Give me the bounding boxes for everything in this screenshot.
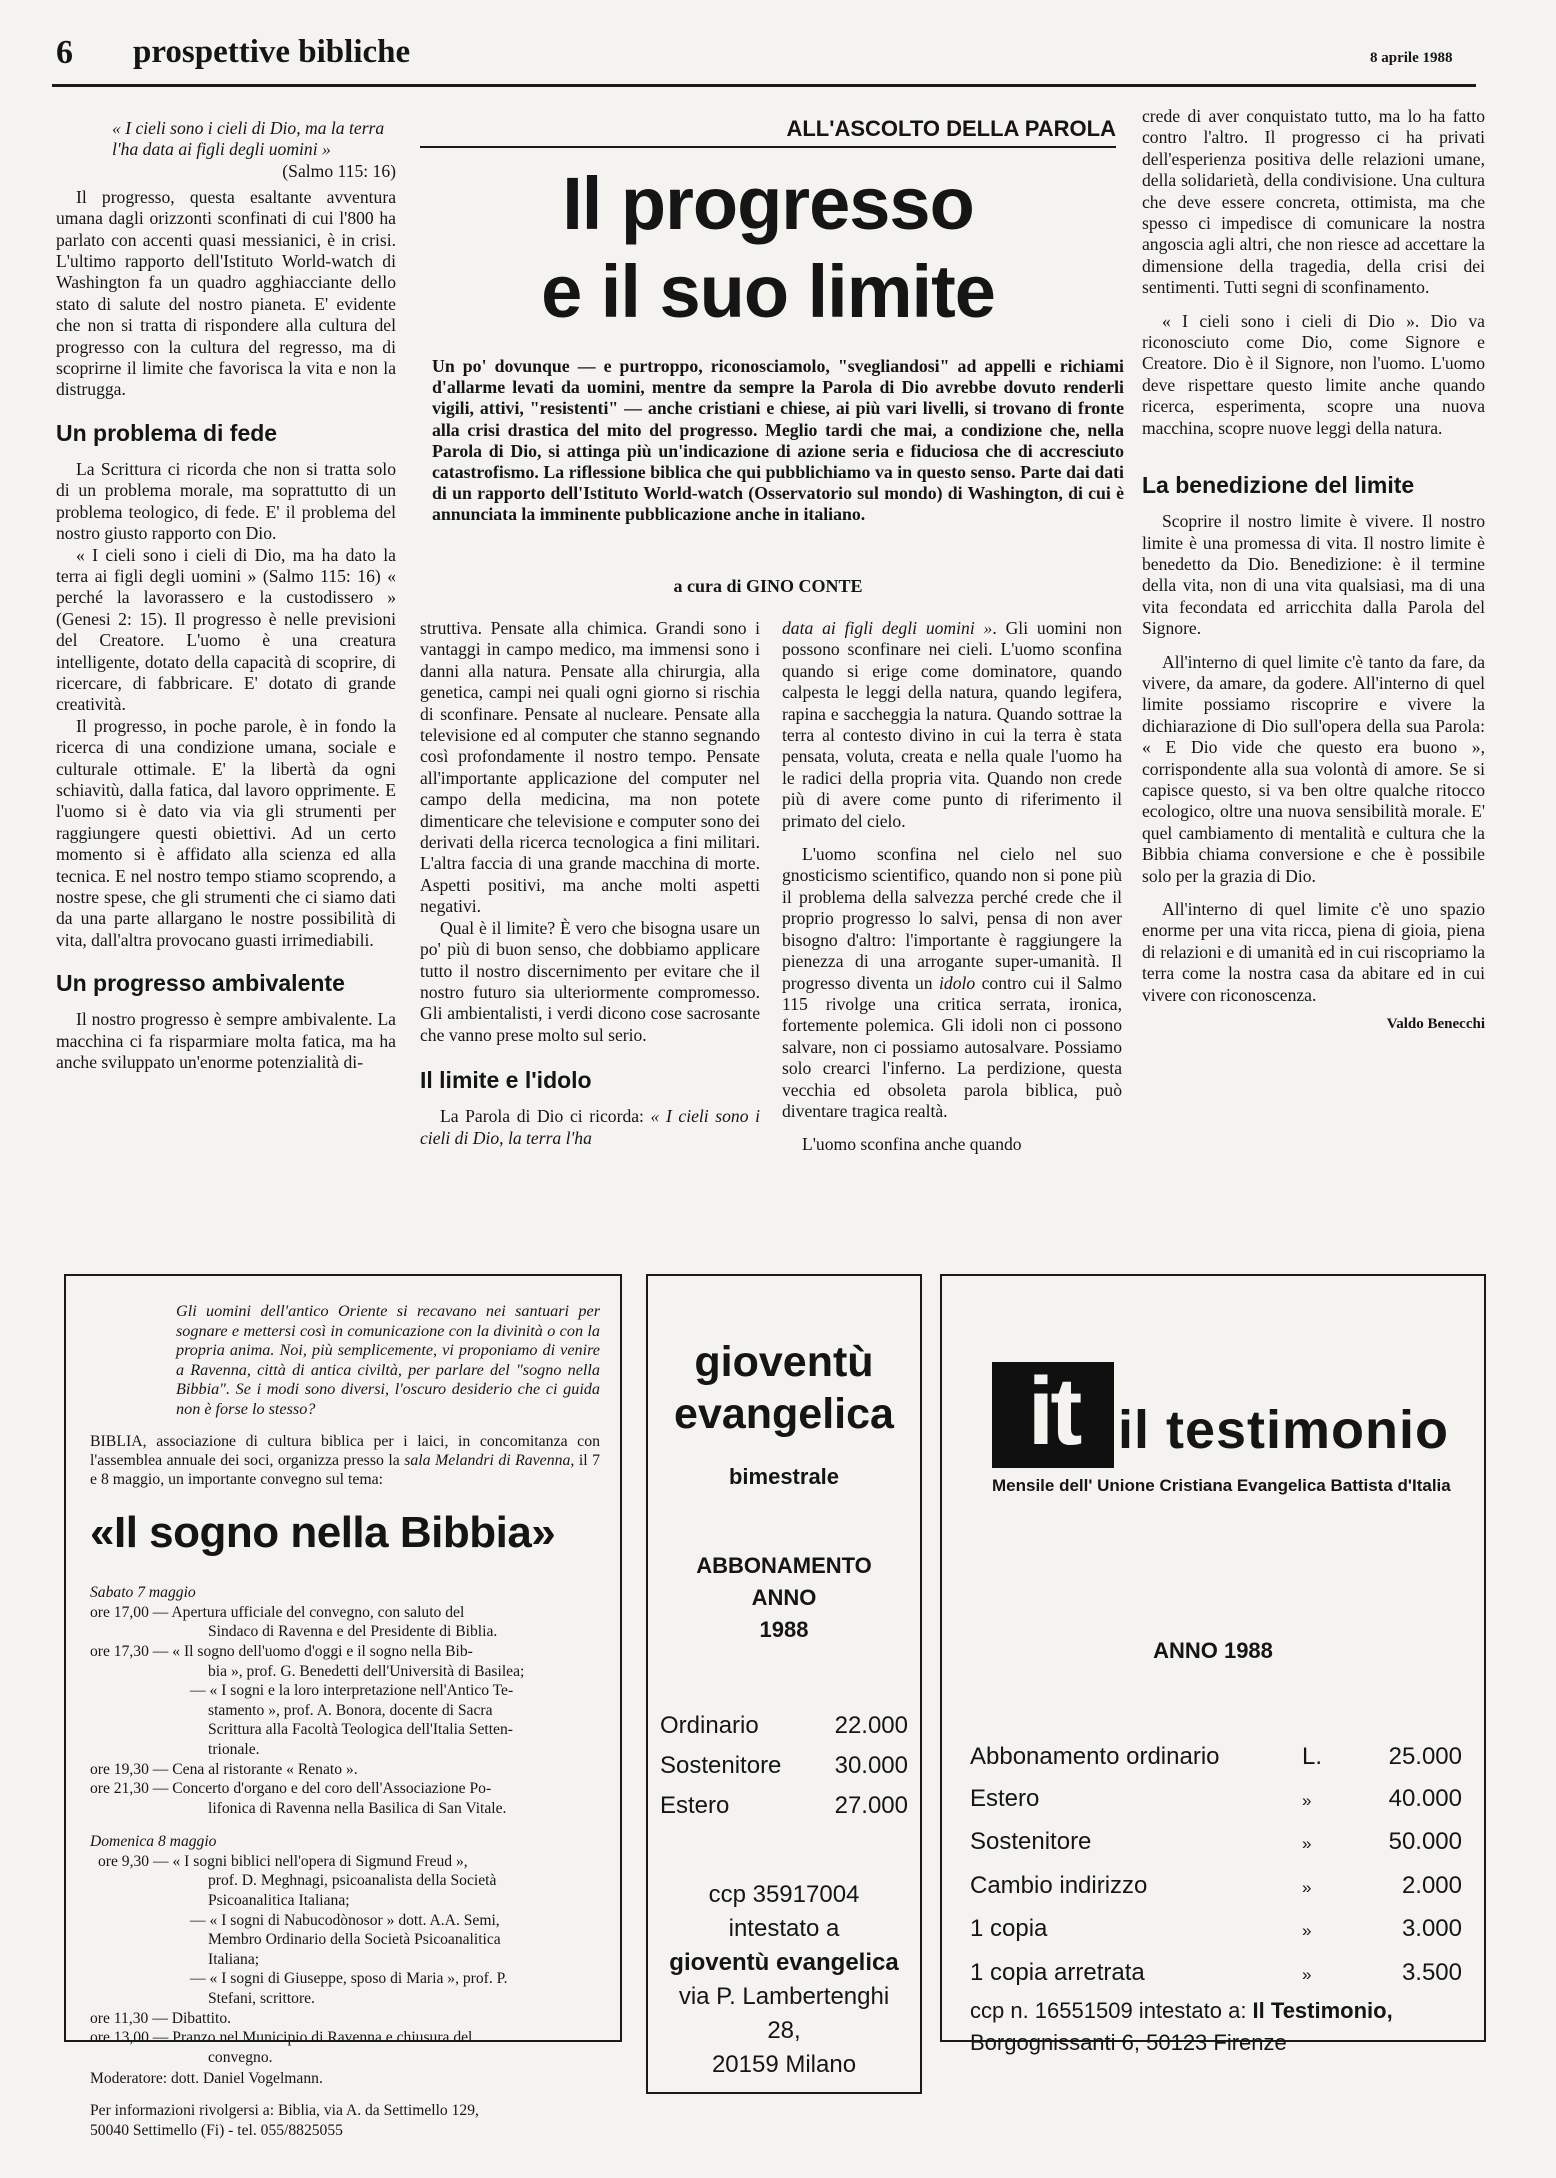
price-label: Ordinario (660, 1712, 759, 1739)
price-list (970, 1736, 1462, 1996)
price-row (660, 1746, 908, 1786)
price-amount (1302, 1908, 1462, 1952)
price-mark: L. (1302, 1743, 1323, 1770)
article-title-line1: Il progresso (562, 162, 974, 245)
paragraph-text: L'uomo sconfina nel cielo nel suo gnosticismo scientifico, quando non si pone più il problema della salvezza perché crede che il proprio progresso lo salvi, pensa di non aver bisogno d'altro: l'importante è raggiungere la pienezza di una arrogante super-umanità. Il progresso diventa un (782, 844, 1122, 993)
page-number: 6 (56, 34, 73, 71)
payment-info (660, 1878, 908, 2082)
programme-line: ore 19,30 — Cena al ristorante « Renato ». (90, 1760, 358, 1778)
epigraph-reference: (Salmo 115: 16) (282, 160, 396, 181)
price-value: 25.000 (1388, 1743, 1462, 1770)
subheading-benedizione-del-limite: La benedizione del limite (1142, 472, 1415, 499)
paragraph: crede di aver conquistato tutto, ma lo ha fatto contro l'altro. Il progresso ci ha privati dell'esperienza positiva delle relazioni umane, della solidarietà, della condivisione. Una cultura che deve essere concreta, ottimista, ma che spesso ci impedisce di comunicare la nostra angoscia agli altri, che non riesce ad accettare la dimensione della tragedia, della crisi dei sentimenti. Tutti segni di sconfinamento. (1142, 106, 1485, 298)
paragraph: Qual è il limite? È vero che bisogna usare un po' più di buon senso, che dobbiamo applicare tutto il nostro discernimento per evitare che il nostro futuro sia ulteriormente compromesso. Gli ambientalisti, i verdi dicono cose sacrosante che vanno prese molto sul serio. (420, 917, 760, 1045)
programme-line: ore 17,30 — « Il sogno dell'uomo d'oggi e il sogno nella Bib- (90, 1642, 473, 1660)
epigraph-text: « I cieli sono i cieli di Dio, ma la terra l'ha data ai figli degli uomini » (112, 118, 385, 160)
author-signature: Valdo Benecchi (1386, 1016, 1485, 1033)
price-row (970, 1908, 1462, 1952)
programme-line: — « I sogni di Giuseppe, sposo di Maria », prof. P. (190, 1970, 508, 1988)
paragraph: All'interno di quel limite c'è uno spazio enorme per una vita ricca, piena di gioia, piena di relazioni e di umanità ed in cui riscopriamo la terra come la nostra casa da abitare ed in cui vivere con riconoscenza. (1142, 899, 1485, 1005)
paragraph (782, 844, 1122, 1122)
price-row (970, 1736, 1462, 1778)
frequency: bimestrale (728, 1464, 840, 1489)
programme-line: convegno. (208, 2048, 273, 2066)
programme-line: Membro Ordinario della Società Psicoanalitica (208, 1931, 501, 1949)
programme-line: lifonica di Ravenna nella Basilica di San Vitale. (208, 1799, 507, 1817)
article-column-4 (1142, 106, 1485, 1033)
payee-name: gioventù evangelica (669, 1949, 899, 1976)
programme (90, 1583, 600, 2140)
paragraph (782, 618, 1122, 832)
price-label: 1 copia (970, 1915, 1048, 1943)
section-label-rule (420, 146, 1116, 148)
convegno-title: «Il sogno nella Bibbia» (90, 1508, 556, 1558)
programme-line: ore 9,30 — « I sogni biblici nell'opera di Sigmund Freud », (98, 1852, 468, 1870)
paragraph: Il nostro progresso è sempre ambivalente. La macchina ci fa risparmiare molta fatica, ma ha anche sviluppato un'enorme potenzialità di- (56, 1009, 396, 1073)
address-line: 20159 Milano (711, 2051, 857, 2078)
paragraph: All'interno di quel limite c'è tanto da fare, da vivere, da amare, da godere. All'interno di quel limite possiamo riscoprire e vivere la dichiarazione di Dio sull'opera della sua Parola: « E Dio vide che questo era buono », corrispondente alla sua volontà di amore. Se si capisce questo, si va ben oltre qualche ritocco ecologico, oltre una nuova sensibilità morale. E' quel cambiamento di mentalità e cultura che la Bibbia chiama conversione e che è possibile solo per la grazia di Dio. (1142, 651, 1485, 886)
price-mark: » (1302, 1921, 1312, 1941)
article-column-2 (420, 618, 760, 1149)
address-line: via P. Lambertenghi (678, 1983, 890, 2010)
article-byline: a cura di GINO CONTE (673, 576, 863, 596)
price-label: Estero (660, 1792, 730, 1819)
article-column-1 (56, 118, 396, 1073)
programme-line: Psicoanalitica Italiana; (208, 1892, 350, 1910)
intestato: intestato a (728, 1915, 840, 1942)
paragraph: « I cieli sono i cieli di Dio, ma ha dato la terra ai figli degli uomini » (Salmo 115: 16) « perché la lavorassero e la custodissero » (Genesi 2: 15). Il progresso è nelle previsioni del Creatore. L'uomo è una creatura intelligente, dotato della capacità di scoprire, di ricercare, di fabbricare. E' dotato di grande creatività. (56, 544, 396, 715)
payment-info (970, 1996, 1480, 2026)
issue-date: 8 aprile 1988 (1370, 50, 1453, 66)
article-column-3 (782, 618, 1122, 1156)
day-heading: Domenica 8 maggio (90, 1833, 217, 1851)
subheading-problema-di-fede: Un problema di fede (56, 419, 278, 446)
magazine-title-line2: evangelica (674, 1390, 894, 1438)
programme-line: Scrittura alla Facoltà Teologica dell'Italia Setten- (208, 1721, 513, 1739)
price-value: 22.000 (834, 1712, 908, 1739)
price-row (660, 1706, 908, 1746)
article-title-line2: e il suo limite (541, 250, 995, 333)
programme-line: bia », prof. G. Benedetti dell'Università di Basilea; (208, 1662, 525, 1680)
psalm-quote-continued: data ai figli degli uomini » (782, 618, 993, 638)
price-amount (1302, 1865, 1462, 1909)
subscription-heading-line: ANNO (751, 1585, 817, 1610)
programme-line: Stefani, scrittore. (208, 1990, 315, 2008)
ad-biblia-convegno (64, 1274, 622, 2139)
year-heading: ANNO 1988 (1153, 1638, 1273, 1663)
paragraph: struttiva. Pensate alla chimica. Grandi sono i vantaggi in campo medico, ma immensi sono i danni alla natura. Pensate alla chirurgia, alla genetica, campi nei quali ogni giorno si rischia di sconfinare. Pensate al nucleare. Pensate alla televisione ed al computer che stanno segnando così profondamente il nostro tempo. Pensate all'importante applicazione del computer nel campo della medicina, ma non potete dimenticare che televisione e computer sono dei derivati della ricerca tecnologica a fini militari. L'altra faccia di una grande macchina di morte. Aspetti positivi, ma anche molti aspetti negativi. (420, 618, 760, 917)
price-label: Estero (970, 1784, 1040, 1812)
header-rule (52, 84, 1476, 87)
address-line: 28, (767, 2017, 801, 2044)
paragraph (420, 1106, 760, 1149)
ad-gioventu-evangelica (646, 1274, 922, 2094)
price-value: 2.000 (1401, 1871, 1462, 1899)
paragraph: L'uomo sconfina anche quando (802, 1134, 1022, 1155)
price-value: 27.000 (834, 1792, 908, 1819)
programme-line: ore 21,30 — Concerto d'organo e del coro dell'Associazione Po- (90, 1780, 492, 1798)
paragraph: La Scrittura ci ricorda che non si tratta solo di un problema morale, ma soprattutto di un problema teologico, di fede. E' il problema del nostro giusto rapporto con Dio. (56, 458, 396, 544)
programme-line: — « I sogni e la loro interpretazione nell'Antico Te- (190, 1682, 514, 1700)
paragraph-text: . Gli uomini non possono sconfinare nei cieli. L'uomo sconfina quando si erige come dominatore, quando calpesta le leggi della natura, quando legifera, rapina e saccheggia la natura. Quando sottrae la terra al contesto divino in cui la terra è stata pensata, voluta, creata e nella quale l'uomo ha le radici della propria vita. Quando non crede più di avere come punto di riferimento il primato del cielo. (782, 618, 1122, 831)
article-lead: Un po' dovunque — e purtroppo, riconosciamolo, "svegliandosi" ad appelli e richiami d'allarme levati da uomini, mentre da sempre la Parola di Dio avrebbe dovuto renderli vigili, attivi, "resistenti" — anche cristiani e chiese, ai più vari livelli, si trovano di fronte alla crisi drastica del mito del progresso. Meglio tardi che mai, a condizione che, nella Parola di Dio, si attinga più un'indicazione di azione seria e fiduciosa che di accresciuto catastrofismo. La riflessione biblica che qui pubblichiamo va in questo senso. Parte dai dati di un rapporto dell'Istituto World-watch (Osservatorio sul mondo) di Washington, di cui è annunciata la imminente pubblicazione anche in italiano. (432, 356, 1124, 525)
price-row (970, 1778, 1462, 1822)
paragraph: Il progresso, questa esaltante avventura umana dagli orizzonti sconfinati di cui l'800 ha parlato con accenti quasi messianici, è in crisi. L'ultimo rapporto dell'Istituto World-watch di Washington fa un quadro agghiacciante dello stato di salute del nostro pianeta. E' evidente che non si tratta di rispondere alla cultura del progresso con la cultura del regresso, ma di scoprirne il limite che favorisca la vita e non la distrugga. (56, 186, 396, 400)
subheading-limite-e-idolo: Il limite e l'idolo (420, 1067, 592, 1094)
price-row (660, 1786, 908, 1826)
paragraph: « I cieli sono i cieli di Dio ». Dio va riconosciuto come Dio, come Signore e Creatore. Dio è il Signore, non l'uomo. L'uomo deve rispettare questo limite anche quando ricerca, esperimenta, scopre una nuova macchina, scopre nuove leggi della natura. (1142, 310, 1485, 438)
paragraph-text: contro cui il Salmo 115 rivolge una critica serrata, ironica, fortemente polemica. Gli idoli non ci possono salvare, non ci possiamo autosalvare. Possiamo solo crearci l'inferno. La perdizione, questa vecchia ed obsoleta parola biblica, può diventare tragica realtà. (782, 972, 1122, 1121)
price-amount (1302, 1778, 1462, 1822)
ad-il-testimonio (940, 1274, 1486, 2055)
magazine-tagline: Mensile dell' Unione Cristiana Evangelica Battista d'Italia (992, 1476, 1451, 1495)
price-amount (1302, 1821, 1462, 1865)
logo-mark: it (1027, 1358, 1079, 1465)
ad-intro: Gli uomini dell'antico Oriente si recavano nei santuari per sognare e mettersi così in comunicazione con la divinità o con la propria anima. Noi, più semplicemente, vi proponiamo di venire a Ravenna, città di antica civiltà, per parlare del "sogno nella Bibbia". Se i modi sono diversi, l'oscuro desiderio che ci guida non è forse lo stesso? (176, 1302, 600, 1418)
epigraph (56, 118, 396, 181)
paragraph: Scoprire il nostro limite è vivere. Il nostro limite è una promessa di vita. Il nostro limite è benedetto da Dio. Benedizione: è il termine della vita, non di una vita qualsiasi, ma di una vita fecondata ed arricchita dalla Parola del Signore. (1142, 511, 1485, 639)
price-label: Sostenitore (660, 1752, 782, 1779)
programme-line: ore 11,30 — Dibattito. (90, 2009, 232, 2027)
subscription-heading (660, 1550, 908, 1646)
section-label: ALL'ASCOLTO DELLA PAROLA (786, 116, 1116, 141)
price-value: 30.000 (834, 1752, 908, 1779)
price-label: Sostenitore (970, 1828, 1092, 1856)
psalm-quote: « I cieli sono i cieli di Dio, la terra l'ha (420, 1106, 760, 1148)
programme-line: stamento », prof. A. Bonora, docente di Sacra (208, 1701, 493, 1719)
magazine-name: il testimonio (1118, 1400, 1450, 1460)
price-label: Cambio indirizzo (970, 1871, 1148, 1899)
org-name: BIBLIA (90, 1432, 143, 1450)
price-value: 50.000 (1388, 1828, 1462, 1856)
price-row (970, 1865, 1462, 1909)
price-list (660, 1706, 908, 1826)
magazine-title-line1: gioventù (694, 1338, 874, 1386)
moderator: Moderatore: dott. Daniel Vogelmann. (90, 2070, 323, 2088)
day-heading: Sabato 7 maggio (90, 1584, 196, 1602)
programme-line: ore 13,00 — Pranzo nel Municipio di Ravenna e chiusura del (90, 2029, 473, 2047)
paragraph-text: La Parola di Dio ci ricorda: (440, 1106, 651, 1127)
ccp-line (970, 1996, 1480, 2026)
subscription-heading-line: ABBONAMENTO (696, 1553, 872, 1578)
publication-name: prospettive bibliche (133, 34, 411, 70)
programme-line: Sindaco di Ravenna e del Presidente di Biblia. (208, 1623, 498, 1641)
paragraph: Il progresso, in poche parole, è in fondo la ricerca di una condizione umana, sociale e culturale ottimale. E' la libertà da ogni schiavitù, dalla fatica, dal lavoro opprimente. E l'uomo si è dato via via gli strumenti per raggiungere questi obiettivi. Ad un certo momento si è affidato alla scienza ed alla tecnica. E nel nostro tempo stiamo scoprendo, a nostre spese, che gli strumenti che ci siamo dati da una parte allargano le nostre possibilità di vita, dall'altra provocano guasti irrimediabili. (56, 715, 396, 950)
subheading-progresso-ambivalente: Un progresso ambivalente (56, 970, 345, 997)
price-label: Abbonamento ordinario (970, 1743, 1220, 1770)
price-mark: » (1302, 1790, 1312, 1810)
info-line: Per informazioni rivolgersi a: Biblia, via A. da Settimello 129, (90, 2102, 479, 2120)
venue: sala Melandri di Ravenna (404, 1451, 571, 1469)
programme-line: — « I sogni di Nabucodònosor » dott. A.A. Semi, (190, 1911, 500, 1929)
ad-body-text: , associazione di cultura biblica per i laici, in concomitanza con l'assemblea annuale dei soci, organizza presso la (90, 1432, 600, 1469)
price-row (970, 1821, 1462, 1865)
programme-line: ore 17,00 — Apertura ufficiale del convegno, con saluto del (90, 1603, 465, 1621)
price-value: 40.000 (1388, 1784, 1462, 1812)
price-amount (1302, 1952, 1462, 1996)
programme-line: trionale. (208, 1740, 260, 1758)
ad-body (90, 1432, 600, 1490)
ccp-number: ccp 35917004 (708, 1881, 860, 1908)
price-mark: » (1302, 1964, 1312, 1984)
address-line: Borgognissanti 6, 50123 Firenze (970, 2030, 1287, 2055)
price-mark: » (1302, 1877, 1312, 1897)
price-amount (1302, 1736, 1462, 1778)
price-label: 1 copia arretrata (970, 1958, 1145, 1986)
ad-body-text: , il 7 e 8 maggio, un importante convegno sul tema: (90, 1451, 600, 1488)
ccp-text: ccp n. 16551509 intestato a: (970, 1998, 1253, 2023)
payee-name: Il Testimonio, (1252, 1998, 1393, 2023)
programme-line: Italiana; (208, 1950, 260, 1968)
programme-line: prof. D. Meghnagi, psicoanalista della Società (208, 1872, 497, 1890)
emphasis-idolo: idolo (939, 972, 976, 993)
subscription-heading-line: 1988 (759, 1617, 809, 1642)
price-value: 3.000 (1401, 1915, 1462, 1943)
price-value: 3.500 (1401, 1958, 1462, 1986)
testimonio-logo-icon (992, 1358, 1114, 1468)
info-line: 50040 Settimello (Fi) - tel. 055/8825055 (90, 2121, 343, 2139)
price-mark: » (1302, 1834, 1312, 1854)
price-row (970, 1952, 1462, 1996)
